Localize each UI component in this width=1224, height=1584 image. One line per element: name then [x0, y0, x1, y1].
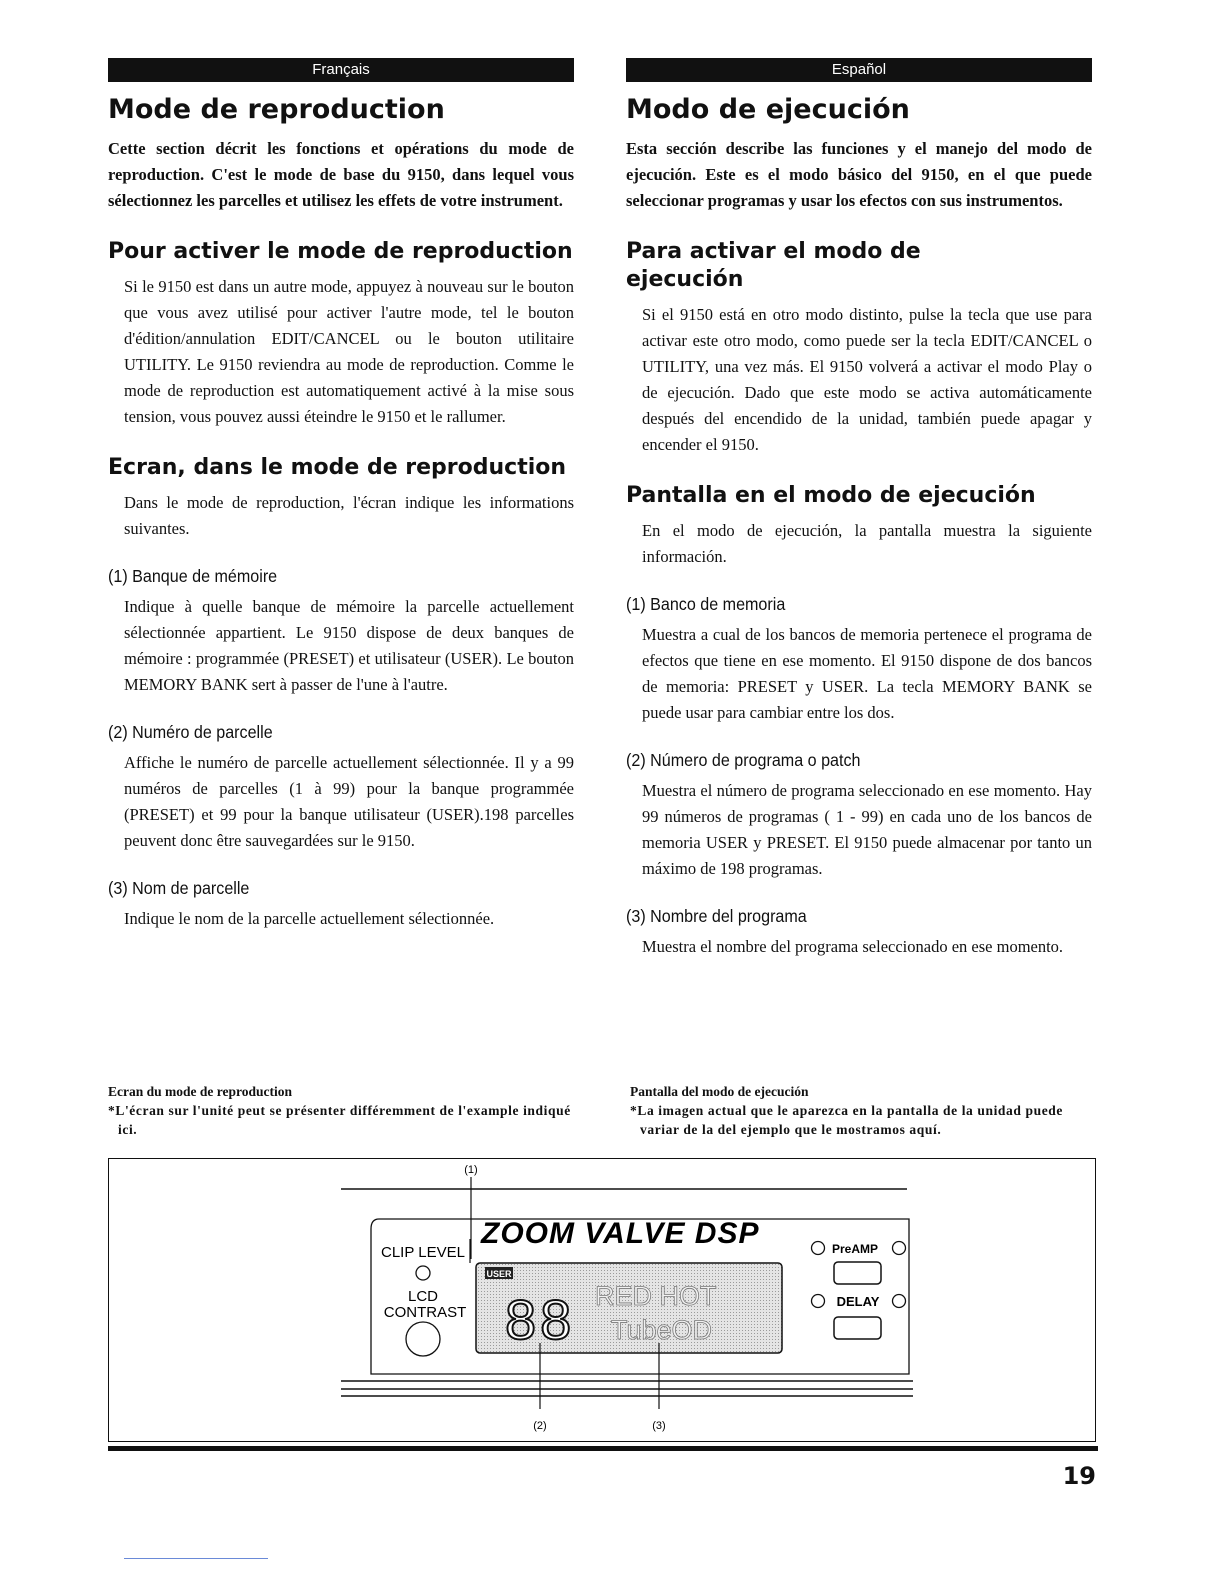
preamp-led-left-icon: [812, 1242, 825, 1255]
section-body-screen-es: En el modo de ejecución, la pantalla muestra la siguiente información.: [642, 521, 1092, 566]
display-diagram: [109, 1159, 1095, 1441]
page-title-es: Modo de ejecución: [626, 94, 910, 125]
language-header-es: Español: [626, 58, 1092, 82]
language-header-fr: Français: [108, 58, 574, 82]
section-heading-screen-fr: Ecran, dans le mode de reproduction: [108, 455, 567, 480]
preamp-label: PreAMP: [831, 1242, 879, 1256]
item-body-memory-bank-es: Muestra a cual de los bancos de memoria pertenece el programa de efectos que tiene en ese momento. El 9150 dispone de dos bancos de memoria: PRESET y USER. La tecla MEMORY BANK se puede usar para cambiar entre los dos.: [642, 625, 1092, 722]
preamp-button[interactable]: [834, 1262, 881, 1284]
patch-name-line2: TubeOD: [611, 1315, 713, 1345]
delay-led-left-icon: [812, 1295, 825, 1308]
callout-1: (1): [464, 1164, 478, 1176]
figure-caption-es: [630, 1082, 1096, 1139]
intro-es: Esta sección describe las funciones y el manejo del modo de ejecución. Este es el modo básico del 9150, en el que puede seleccionar programas y usar los efectos con sus instrumentos.: [626, 139, 1092, 210]
contrast-knob-icon[interactable]: [406, 1322, 440, 1356]
display-figure: [108, 1158, 1096, 1442]
item-heading-patch-name-fr: (3) Nom de parcelle: [108, 878, 250, 898]
item-heading-patch-number-es: (2) Número de programa o patch: [626, 750, 861, 770]
caption-title-es: Pantalla del modo de ejecución: [630, 1084, 809, 1099]
page-title-fr: Mode de reproduction: [108, 94, 445, 125]
patch-number-display: 88: [505, 1288, 576, 1351]
item-body-memory-bank-fr: Indique à quelle banque de mémoire la parcelle actuellement sélectionnée appartient. Le 9150 dispose de deux banques de mémoire : programmée (PRESET) et utilisateur (USER). Le bouton MEMORY BANK sert à passer de l'une à l'autre.: [124, 597, 574, 694]
contrast-label: CONTRAST: [383, 1304, 467, 1321]
item-heading-memory-bank-fr: (1) Banque de mémoire: [108, 566, 278, 586]
section-heading-activate-fr: Pour activer le mode de reproduction: [108, 239, 573, 264]
caption-note-fr: *L'écran sur l'unité peut se présenter différemment de l'example indiqué ici.: [108, 1103, 571, 1137]
item-body-patch-name-fr: Indique le nom de la parcelle actuellement sélectionnée.: [124, 909, 495, 928]
lcd-label: LCD: [407, 1288, 439, 1305]
delay-led-right-icon: [893, 1295, 906, 1308]
section-heading-activate-es: Para activar el modo de ejecución: [626, 239, 921, 292]
patch-name-line1: RED HOT: [595, 1281, 717, 1311]
figure-caption-fr: [108, 1082, 574, 1139]
delay-button[interactable]: [834, 1317, 881, 1339]
callout-2: (2): [533, 1420, 547, 1432]
callout-3: (3): [652, 1420, 666, 1432]
brand-logo: ZOOM VALVE DSP: [481, 1217, 760, 1250]
french-column: [108, 58, 574, 932]
clip-led-icon: [416, 1266, 430, 1280]
preamp-led-right-icon: [893, 1242, 906, 1255]
delay-label: DELAY: [836, 1294, 880, 1309]
footer-rule: [108, 1446, 1098, 1451]
item-body-patch-number-fr: Affiche le numéro de parcelle actuellement sélectionnée. Il y a 99 numéros de parcelles (1 à 99) pour la banque programmée (PRESET) et 99 pour la banque utilisateur (USER).198 parcelles peuvent donc être sauvegardées sur le 9150.: [124, 753, 574, 850]
section-heading-screen-es: Pantalla en el modo de ejecución: [626, 483, 1036, 508]
caption-title-fr: Ecran du mode de reproduction: [108, 1084, 293, 1099]
item-heading-memory-bank-es: (1) Banco de memoria: [626, 594, 786, 614]
clip-level-label: CLIP LEVEL: [381, 1244, 465, 1261]
scan-artifact-line: [124, 1558, 268, 1559]
user-badge-label: USER: [486, 1269, 512, 1279]
spanish-column: [626, 58, 1092, 960]
intro-fr: Cette section décrit les fonctions et opérations du mode de reproduction. C'est le mode de base du 9150, dans lequel vous sélectionnez les parcelles et utilisez les effets de votre instrument.: [108, 139, 574, 210]
item-heading-patch-name-es: (3) Nombre del programa: [626, 906, 807, 926]
page-number: 19: [1062, 1462, 1096, 1490]
section-body-screen-fr: Dans le mode de reproduction, l'écran indique les informations suivantes.: [124, 493, 574, 538]
section-body-activate-es: Si el 9150 está en otro modo distinto, pulse la tecla que use para activar este otro modo, como puede ser la tecla EDIT/CANCEL o UTILITY, una vez más. El 9150 volverá a activar el modo Play o de ejecución. Dado que este modo se activa automáticamente después del encendido de la unidad, también puede apagar y encender el 9150.: [642, 305, 1092, 454]
caption-note-es: *La imagen actual que le aparezca en la pantalla de la unidad puede variar de la del ejemplo que le mostramos aquí.: [630, 1103, 1063, 1137]
item-body-patch-name-es: Muestra el nombre del programa seleccionado en ese momento.: [642, 937, 1064, 956]
item-heading-patch-number-fr: (2) Numéro de parcelle: [108, 722, 273, 742]
item-body-patch-number-es: Muestra el número de programa seleccionado en ese momento. Hay 99 números de programas ( 1 - 99) en cada uno de los bancos de memoria USER y PRESET. El 9150 puede almacenar por tanto un máximo de 198 programas.: [642, 781, 1092, 878]
section-body-activate-fr: Si le 9150 est dans un autre mode, appuyez à nouveau sur le bouton que vous avez utilisé pour activer l'autre mode, tel le bouton d'édition/annulation EDIT/CANCEL ou le bouton utilitaire UTILITY. Le 9150 reviendra au mode de reproduction. Comme le mode de reproduction est automatiquement activé à la mise sous tension, vous pouvez aussi éteindre le 9150 et le rallumer.: [124, 277, 574, 426]
